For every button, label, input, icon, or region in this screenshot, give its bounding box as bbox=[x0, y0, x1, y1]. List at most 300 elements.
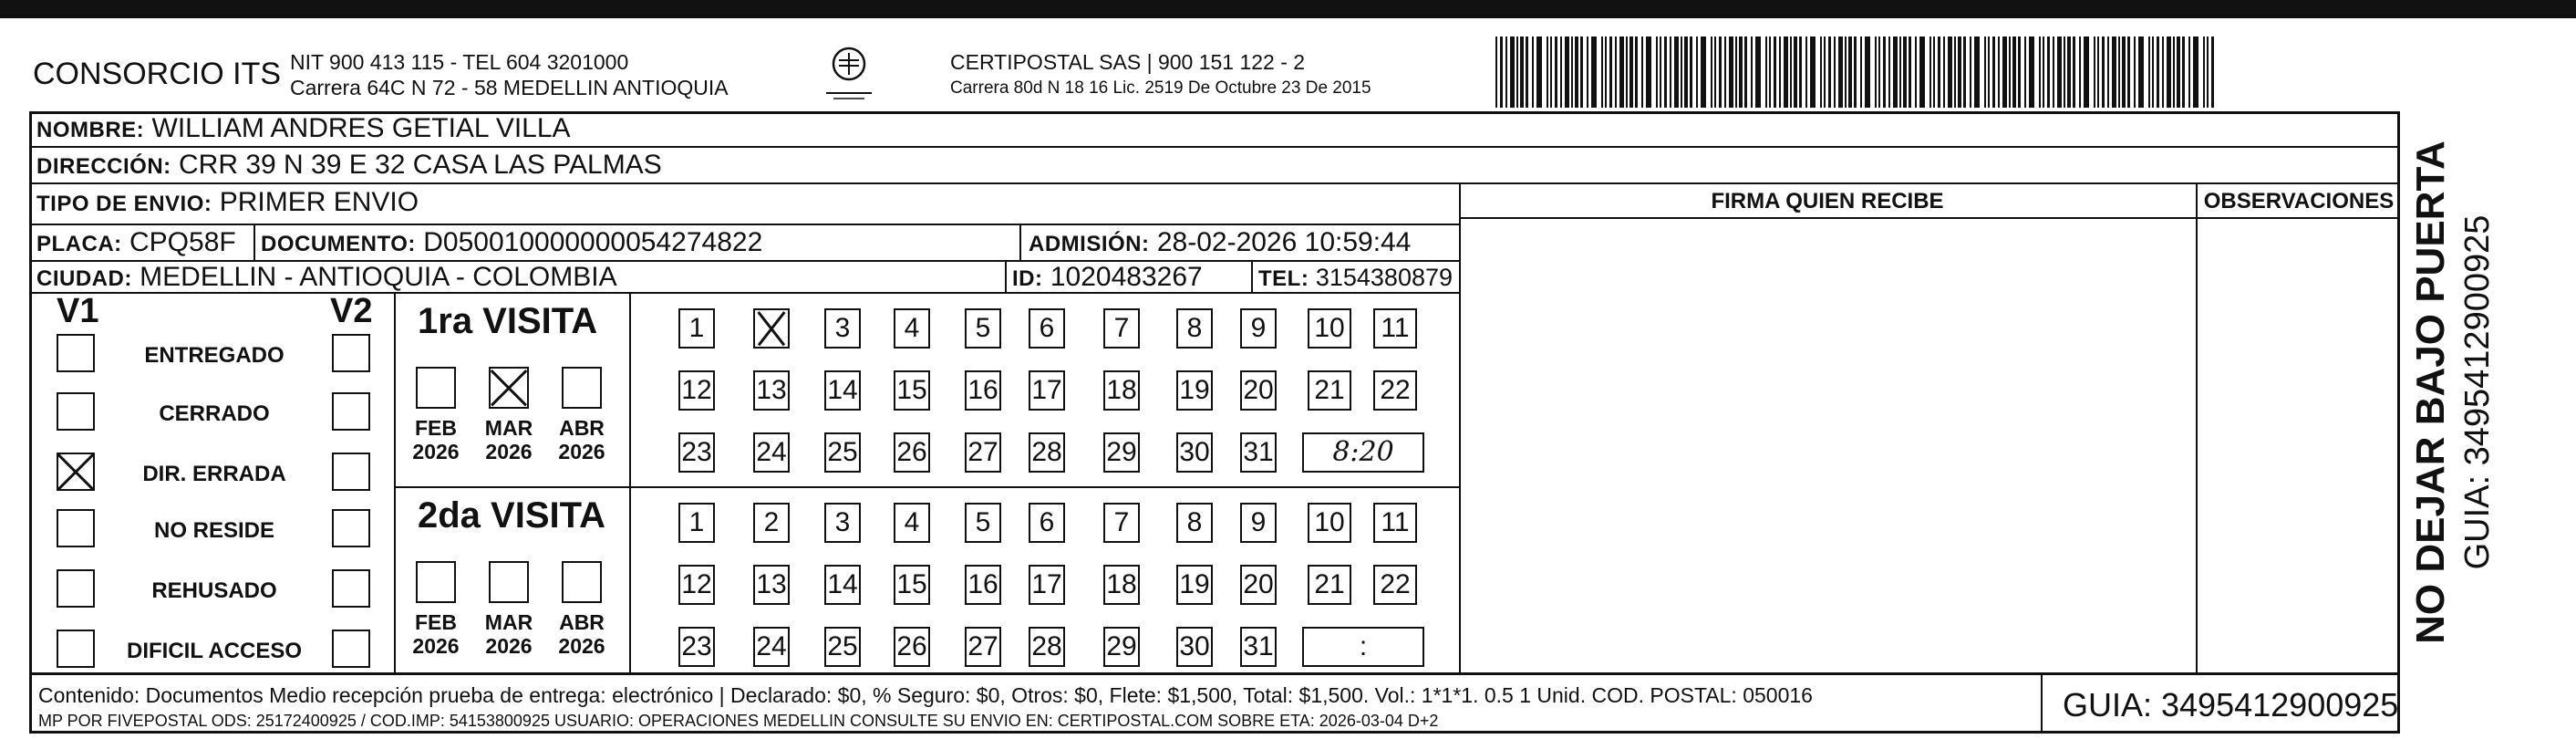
month-checkbox[interactable] bbox=[562, 367, 602, 409]
barcode-bar bbox=[1755, 36, 1761, 108]
barcode-bar bbox=[1605, 36, 1607, 108]
day-box[interactable]: 22 bbox=[1373, 565, 1417, 605]
barcode-bar bbox=[1641, 36, 1643, 108]
barcode-bar bbox=[1854, 36, 1857, 108]
status-v2-checkbox[interactable] bbox=[332, 630, 370, 668]
barcode-bar bbox=[1520, 36, 1524, 108]
placa-label: PLACA: bbox=[36, 232, 122, 256]
barcode-bar bbox=[1626, 36, 1628, 108]
barcode-bar bbox=[1635, 36, 1638, 108]
month-caption bbox=[481, 416, 536, 463]
day-box[interactable]: 20 bbox=[1240, 565, 1277, 605]
barcode-bar bbox=[1933, 36, 1935, 108]
visit-separator bbox=[394, 486, 1459, 488]
barcode-bar bbox=[1794, 36, 1797, 108]
barcode-bar bbox=[1810, 36, 1816, 108]
barcode-bar bbox=[1790, 36, 1792, 108]
barcode-bar bbox=[2002, 36, 2007, 108]
barcode-bar bbox=[2043, 36, 2044, 108]
admision-label: ADMISIÓN: bbox=[1029, 232, 1150, 256]
barcode-bar bbox=[2029, 36, 2034, 108]
barcode-bar bbox=[1988, 36, 1990, 108]
barcode-bar bbox=[1674, 36, 1679, 108]
barcode-bar bbox=[1805, 36, 1807, 108]
barcode-bar bbox=[2012, 36, 2016, 108]
documento-value: D050010000000054274822 bbox=[423, 227, 763, 257]
day-box[interactable]: 27 bbox=[965, 627, 1001, 667]
barcode-bar bbox=[1629, 36, 1633, 108]
barcode-bar bbox=[2112, 36, 2116, 108]
day-box[interactable]: 7 bbox=[1103, 308, 1140, 349]
barcode-bar bbox=[2047, 36, 2050, 108]
barcode-bar bbox=[2134, 36, 2136, 108]
barcode-bar bbox=[1510, 36, 1515, 108]
company-address: Carrera 64C N 72 - 58 MEDELLIN ANTIOQUIA bbox=[290, 76, 729, 99]
barcode-bar bbox=[2182, 36, 2185, 108]
row-divider bbox=[29, 182, 2400, 184]
documento-label: DOCUMENTO: bbox=[261, 232, 416, 256]
barcode-bar bbox=[1992, 36, 1995, 108]
status-v2-checkbox[interactable] bbox=[332, 569, 370, 608]
month-label: MAR bbox=[484, 416, 533, 440]
day-box[interactable]: 19 bbox=[1176, 565, 1213, 605]
barcode-bar bbox=[1500, 36, 1503, 108]
barcode-bar bbox=[1744, 36, 1747, 108]
day-box[interactable]: 18 bbox=[1103, 565, 1140, 605]
barcode-bar bbox=[1919, 36, 1925, 108]
barcode-bar bbox=[1948, 36, 1952, 108]
barcode-bar bbox=[1954, 36, 1956, 108]
day-box[interactable]: 15 bbox=[894, 565, 930, 605]
status-label: REHUSADO bbox=[151, 578, 277, 603]
month-year: 2026 bbox=[485, 634, 533, 658]
barcode-bar bbox=[2177, 36, 2180, 108]
barcode-bar bbox=[1875, 36, 1877, 108]
barcode-bar bbox=[1735, 36, 1737, 108]
visit-time[interactable]: 8:20 bbox=[1302, 432, 1424, 473]
barcode-bar bbox=[1609, 36, 1612, 108]
footer-line-1: Contenido: Documentos Medio recepción prueba de entrega: electrónico | Declarado: $0, % Seguro: $0, Otros: $0, Flete: $1,500, Total: $1,500. Vol.: 1*1*1. 0.5 1 Unid. COD. POSTAL: 050016 bbox=[38, 683, 1813, 707]
barcode-bar bbox=[2039, 36, 2041, 108]
barcode-bar bbox=[1664, 36, 1667, 108]
day-box[interactable]: 21 bbox=[1308, 370, 1351, 411]
cell-divider bbox=[1019, 224, 1021, 260]
month-label: FEB bbox=[415, 416, 457, 440]
barcode-bar bbox=[2118, 36, 2120, 108]
month-checkbox[interactable] bbox=[489, 367, 529, 409]
month-caption bbox=[481, 610, 536, 658]
barcode-bar bbox=[1681, 36, 1682, 108]
month-checkbox[interactable] bbox=[489, 561, 529, 603]
barcode-bar bbox=[2162, 36, 2164, 108]
footer-divider bbox=[29, 672, 2400, 675]
day-box[interactable]: 24 bbox=[753, 627, 790, 667]
day-box[interactable]: 30 bbox=[1176, 627, 1213, 667]
day-box[interactable]: 17 bbox=[1029, 565, 1065, 605]
barcode-bar bbox=[2188, 36, 2190, 108]
tipo-envio-value: PRIMER ENVIO bbox=[219, 187, 419, 217]
barcode-bar bbox=[1878, 36, 1880, 108]
status-v1-checkbox[interactable] bbox=[57, 453, 95, 491]
day-box[interactable]: 28 bbox=[1029, 432, 1065, 473]
day-box[interactable]: 1 bbox=[678, 503, 715, 543]
tipo-envio-label: TIPO DE ENVIO: bbox=[36, 192, 212, 216]
barcode-bar bbox=[1769, 36, 1771, 108]
day-box[interactable]: 31 bbox=[1240, 627, 1277, 667]
barcode-bar bbox=[2094, 36, 2095, 108]
status-v1-checkbox[interactable] bbox=[57, 569, 95, 608]
day-box[interactable]: 24 bbox=[753, 432, 790, 473]
barcode-bar bbox=[1690, 36, 1692, 108]
barcode-bar bbox=[1516, 36, 1518, 108]
direccion-label: DIRECCIÓN: bbox=[36, 154, 171, 179]
barcode-bar bbox=[1560, 36, 1562, 108]
barcode-bar bbox=[1575, 36, 1578, 108]
barcode-bar bbox=[2079, 36, 2081, 108]
barcode-bar bbox=[2102, 36, 2105, 108]
id-label: ID: bbox=[1012, 266, 1043, 291]
nombre-value: WILLIAM ANDRES GETIAL VILLA bbox=[151, 113, 571, 143]
visit-divider bbox=[629, 292, 631, 672]
tel-field bbox=[1258, 264, 1453, 292]
side-text bbox=[2396, 128, 2542, 657]
status-v2-checkbox[interactable] bbox=[332, 392, 370, 431]
day-box[interactable]: 17 bbox=[1029, 370, 1065, 411]
barcode-bar bbox=[1711, 36, 1712, 108]
barcode-bar bbox=[1974, 36, 1980, 108]
day-box[interactable]: 26 bbox=[894, 627, 930, 667]
barcode-bar bbox=[1526, 36, 1528, 108]
month-caption bbox=[409, 416, 463, 463]
no-dejar-bajo-puerta: NO DEJAR BAJO PUERTA bbox=[2408, 141, 2453, 644]
barcode-bar bbox=[2127, 36, 2130, 108]
barcode-bar bbox=[2073, 36, 2075, 108]
barcode-bar bbox=[1845, 36, 1847, 108]
month-label: ABR bbox=[559, 416, 605, 440]
barcode-bar bbox=[1834, 36, 1836, 108]
day-box[interactable]: 8 bbox=[1176, 503, 1213, 543]
observaciones-area[interactable] bbox=[2199, 221, 2396, 670]
day-box[interactable]: 9 bbox=[1240, 308, 1277, 349]
v2-label: V2 bbox=[330, 292, 373, 330]
barcode-bar bbox=[1550, 36, 1552, 108]
v1-label: V1 bbox=[57, 292, 99, 330]
day-box[interactable]: 18 bbox=[1103, 370, 1140, 411]
status-label: NO RESIDE bbox=[153, 518, 275, 543]
day-box[interactable]: 26 bbox=[894, 432, 930, 473]
status-divider bbox=[394, 292, 396, 672]
observaciones-label: OBSERVACIONES bbox=[2203, 189, 2395, 213]
day-box[interactable]: 2 bbox=[753, 503, 790, 543]
day-box[interactable]: 14 bbox=[824, 370, 861, 411]
status-label: DIR. ERRADA bbox=[142, 462, 286, 486]
barcode-bar bbox=[1505, 36, 1507, 108]
day-box[interactable]: 13 bbox=[753, 370, 790, 411]
barcode-bar bbox=[1555, 36, 1557, 108]
day-box[interactable]: 20 bbox=[1240, 370, 1277, 411]
barcode-bar bbox=[1587, 36, 1588, 108]
month-checkbox[interactable] bbox=[416, 367, 456, 409]
visit-title: 1ra VISITA bbox=[418, 301, 598, 341]
day-box[interactable]: 6 bbox=[1029, 308, 1065, 349]
barcode-bar bbox=[1591, 36, 1597, 108]
placa-value: CPQ58F bbox=[129, 227, 236, 257]
barcode-bar bbox=[1820, 36, 1822, 108]
barcode-bar bbox=[2067, 36, 2071, 108]
barcode-bar bbox=[1724, 36, 1726, 108]
cell-divider bbox=[1005, 260, 1007, 292]
day-box[interactable]: 5 bbox=[965, 308, 1001, 349]
cell-divider bbox=[253, 224, 255, 260]
month-caption bbox=[554, 416, 609, 463]
barcode-bar bbox=[1970, 36, 1971, 108]
barcode-bar bbox=[1929, 36, 1931, 108]
day-box[interactable]: 1 bbox=[678, 308, 715, 349]
logo-text bbox=[824, 40, 831, 41]
barcode-bar bbox=[2148, 36, 2150, 108]
barcode-bar bbox=[1571, 36, 1573, 108]
barcode-bar bbox=[1739, 36, 1743, 108]
placa-field bbox=[36, 227, 236, 258]
ciudad-value: MEDELLIN - ANTIOQUIA - COLOMBIA bbox=[140, 262, 617, 292]
day-box[interactable]: 5 bbox=[965, 503, 1001, 543]
visit-time[interactable]: : bbox=[1302, 627, 1424, 667]
id-value: 1020483267 bbox=[1050, 262, 1203, 292]
day-box[interactable]: 3 bbox=[824, 308, 861, 349]
ciudad-field bbox=[36, 262, 617, 293]
barcode-bar bbox=[1860, 36, 1862, 108]
barcode-bar bbox=[1958, 36, 1961, 108]
barcode-bar bbox=[1765, 36, 1767, 108]
firma-quien-recibe-label: FIRMA QUIEN RECIBE bbox=[1711, 189, 1944, 213]
barcode-bar bbox=[1536, 36, 1542, 108]
month-year: 2026 bbox=[412, 634, 460, 658]
barcode-bar bbox=[1696, 36, 1698, 108]
documento-field bbox=[261, 227, 762, 258]
barcode-bar bbox=[2193, 36, 2198, 108]
day-box[interactable]: 4 bbox=[894, 503, 930, 543]
day-box[interactable]: 10 bbox=[1308, 308, 1351, 349]
day-box[interactable]: 12 bbox=[678, 370, 715, 411]
barcode-bar bbox=[2152, 36, 2154, 108]
day-box[interactable]: 16 bbox=[965, 565, 1001, 605]
row-divider bbox=[29, 224, 1459, 225]
barcode-bar bbox=[2053, 36, 2054, 108]
day-box[interactable]: 15 bbox=[894, 370, 930, 411]
day-box[interactable]: 27 bbox=[965, 432, 1001, 473]
day-box[interactable] bbox=[753, 308, 790, 349]
barcode-bar bbox=[1580, 36, 1583, 108]
day-box[interactable]: 29 bbox=[1103, 627, 1140, 667]
month-year: 2026 bbox=[558, 440, 605, 463]
certipostal-line: CERTIPOSTAL SAS | 900 151 122 - 2 bbox=[950, 50, 1306, 74]
barcode-bar bbox=[1660, 36, 1661, 108]
barcode-bar bbox=[1915, 36, 1917, 108]
day-box[interactable]: 22 bbox=[1373, 370, 1417, 411]
company-name: CONSORCIO ITS bbox=[33, 57, 282, 91]
day-box[interactable]: 3 bbox=[824, 503, 861, 543]
status-v1-checkbox[interactable] bbox=[57, 509, 95, 547]
day-box[interactable]: 25 bbox=[824, 627, 861, 667]
month-year: 2026 bbox=[412, 440, 460, 463]
status-label: CERRADO bbox=[159, 401, 270, 426]
barcode-bar bbox=[1701, 36, 1706, 108]
barcode-bar bbox=[2018, 36, 2021, 108]
barcode-bar bbox=[2122, 36, 2126, 108]
barcode-bar bbox=[1751, 36, 1753, 108]
month-year: 2026 bbox=[558, 634, 605, 658]
footer-guia: GUIA: 3495412900925 bbox=[2063, 686, 2399, 723]
admision-value: 28-02-2026 10:59:44 bbox=[1156, 227, 1412, 257]
day-box[interactable]: 4 bbox=[894, 308, 930, 349]
day-box[interactable]: 11 bbox=[1373, 308, 1417, 349]
day-box[interactable]: 13 bbox=[753, 565, 790, 605]
day-box[interactable]: 23 bbox=[678, 627, 715, 667]
top-border-bar bbox=[0, 0, 2576, 18]
nit-line: NIT 900 413 115 - TEL 604 3201000 bbox=[290, 50, 629, 74]
barcode-bar bbox=[2138, 36, 2144, 108]
barcode-bar bbox=[1799, 36, 1802, 108]
barcode-bar bbox=[1824, 36, 1826, 108]
barcode-bar bbox=[2203, 36, 2205, 108]
barcode-bar bbox=[1646, 36, 1651, 108]
day-box[interactable]: 23 bbox=[678, 432, 715, 473]
day-box[interactable]: 11 bbox=[1373, 503, 1417, 543]
barcode-bar bbox=[2157, 36, 2159, 108]
barcode-bar bbox=[1784, 36, 1788, 108]
day-box[interactable]: 12 bbox=[678, 565, 715, 605]
tel-value: 3154380879 bbox=[1315, 264, 1454, 291]
id-field bbox=[1012, 262, 1203, 293]
cell-divider bbox=[1251, 260, 1253, 292]
month-caption bbox=[554, 610, 609, 658]
status-v1-checkbox[interactable] bbox=[57, 630, 95, 668]
barcode-bar bbox=[1963, 36, 1966, 108]
barcode-bar bbox=[1838, 36, 1843, 108]
day-box[interactable]: 7 bbox=[1103, 503, 1140, 543]
barcode-bar bbox=[2084, 36, 2089, 108]
barcode-bar bbox=[1615, 36, 1617, 108]
barcode-bar bbox=[1601, 36, 1603, 108]
month-checkbox[interactable] bbox=[562, 561, 602, 603]
tel-label: TEL: bbox=[1258, 266, 1309, 291]
direccion-value: CRR 39 N 39 E 32 CASA LAS PALMAS bbox=[179, 150, 662, 180]
footer-line-2: MP POR FIVEPOSTAL ODS: 25172400925 / COD.IMP: 54153800925 USUARIO: OPERACIONES MEDELLIN CONSULTE SU ENVIO EN: CERTIPOSTAL.COM SOBRE ETA: 2026-03-04 D+2 bbox=[38, 712, 1439, 730]
month-year: 2026 bbox=[485, 440, 533, 463]
barcode-bar bbox=[1828, 36, 1831, 108]
side-guia: GUIA: 3495412900925 bbox=[2458, 214, 2497, 570]
nombre-label: NOMBRE: bbox=[36, 118, 145, 142]
barcode-bar bbox=[1684, 36, 1688, 108]
tipo-envio-row bbox=[36, 187, 419, 218]
barcode-bar bbox=[2024, 36, 2026, 108]
barcode-bar bbox=[1714, 36, 1716, 108]
status-v1-checkbox[interactable] bbox=[57, 334, 95, 372]
status-v1-checkbox[interactable] bbox=[57, 392, 95, 431]
observaciones-divider bbox=[2196, 182, 2198, 672]
barcode-bar bbox=[1532, 36, 1534, 108]
signature-area[interactable] bbox=[1463, 221, 2192, 670]
status-v2-checkbox[interactable] bbox=[332, 334, 370, 372]
barcode-bar bbox=[1729, 36, 1733, 108]
day-box[interactable]: 19 bbox=[1176, 370, 1213, 411]
month-label: ABR bbox=[559, 610, 605, 634]
barcode-bar bbox=[2173, 36, 2175, 108]
certipostal-logo bbox=[822, 44, 875, 102]
direccion-row bbox=[36, 150, 662, 181]
barcode-bar bbox=[1888, 36, 1890, 108]
row-divider bbox=[29, 146, 2400, 148]
day-box[interactable]: 28 bbox=[1029, 627, 1065, 667]
barcode-bar bbox=[1779, 36, 1781, 108]
barcode-bar bbox=[1619, 36, 1624, 108]
barcode-bar bbox=[1865, 36, 1870, 108]
status-v2-checkbox[interactable] bbox=[332, 509, 370, 547]
day-box[interactable]: 21 bbox=[1308, 565, 1351, 605]
day-box[interactable]: 25 bbox=[824, 432, 861, 473]
barcode-bar bbox=[1656, 36, 1658, 108]
day-box[interactable]: 9 bbox=[1240, 503, 1277, 543]
barcode-bar bbox=[1893, 36, 1898, 108]
month-caption bbox=[409, 610, 463, 658]
nombre-row bbox=[36, 113, 571, 144]
month-label: FEB bbox=[415, 610, 457, 634]
barcode bbox=[1495, 36, 2225, 108]
barcode-bar bbox=[1903, 36, 1907, 108]
barcode-bar bbox=[1998, 36, 2000, 108]
barcode-bar bbox=[2057, 36, 2062, 108]
day-box[interactable]: 10 bbox=[1308, 503, 1351, 543]
day-box[interactable]: 31 bbox=[1240, 432, 1277, 473]
barcode-bar bbox=[2207, 36, 2209, 108]
day-box[interactable]: 16 bbox=[965, 370, 1001, 411]
barcode-bar bbox=[1848, 36, 1852, 108]
status-label: DIFICIL ACCESO bbox=[126, 639, 302, 663]
barcode-bar bbox=[2107, 36, 2109, 108]
barcode-bar bbox=[1943, 36, 1945, 108]
barcode-bar bbox=[2097, 36, 2099, 108]
footer-divider bbox=[2041, 672, 2043, 734]
barcode-bar bbox=[1547, 36, 1548, 108]
barcode-bar bbox=[1719, 36, 1722, 108]
barcode-bar bbox=[1495, 36, 1497, 108]
barcode-bar bbox=[2211, 36, 2214, 108]
barcode-bar bbox=[1984, 36, 1986, 108]
barcode-bar bbox=[1774, 36, 1776, 108]
admision-field bbox=[1029, 227, 1411, 258]
barcode-bar bbox=[1883, 36, 1886, 108]
certipostal-address: Carrera 80d N 18 16 Lic. 2519 De Octubre 23 De 2015 bbox=[950, 78, 1371, 98]
day-box[interactable]: 6 bbox=[1029, 503, 1065, 543]
barcode-bar bbox=[1899, 36, 1901, 108]
status-v2-checkbox[interactable] bbox=[332, 453, 370, 491]
status-label: ENTREGADO bbox=[144, 343, 284, 368]
day-box[interactable]: 8 bbox=[1176, 308, 1213, 349]
day-box[interactable]: 14 bbox=[824, 565, 861, 605]
day-box[interactable]: 30 bbox=[1176, 432, 1213, 473]
visit-title: 2da VISITA bbox=[418, 495, 605, 536]
day-box[interactable]: 29 bbox=[1103, 432, 1140, 473]
barcode-bar bbox=[2064, 36, 2065, 108]
barcode-bar bbox=[2167, 36, 2171, 108]
barcode-bar bbox=[1670, 36, 1671, 108]
barcode-bar bbox=[1938, 36, 1940, 108]
barcode-bar bbox=[1565, 36, 1569, 108]
barcode-bar bbox=[1909, 36, 1911, 108]
month-checkbox[interactable] bbox=[416, 561, 456, 603]
month-label: MAR bbox=[484, 610, 533, 634]
ciudad-label: CIUDAD: bbox=[36, 266, 132, 291]
